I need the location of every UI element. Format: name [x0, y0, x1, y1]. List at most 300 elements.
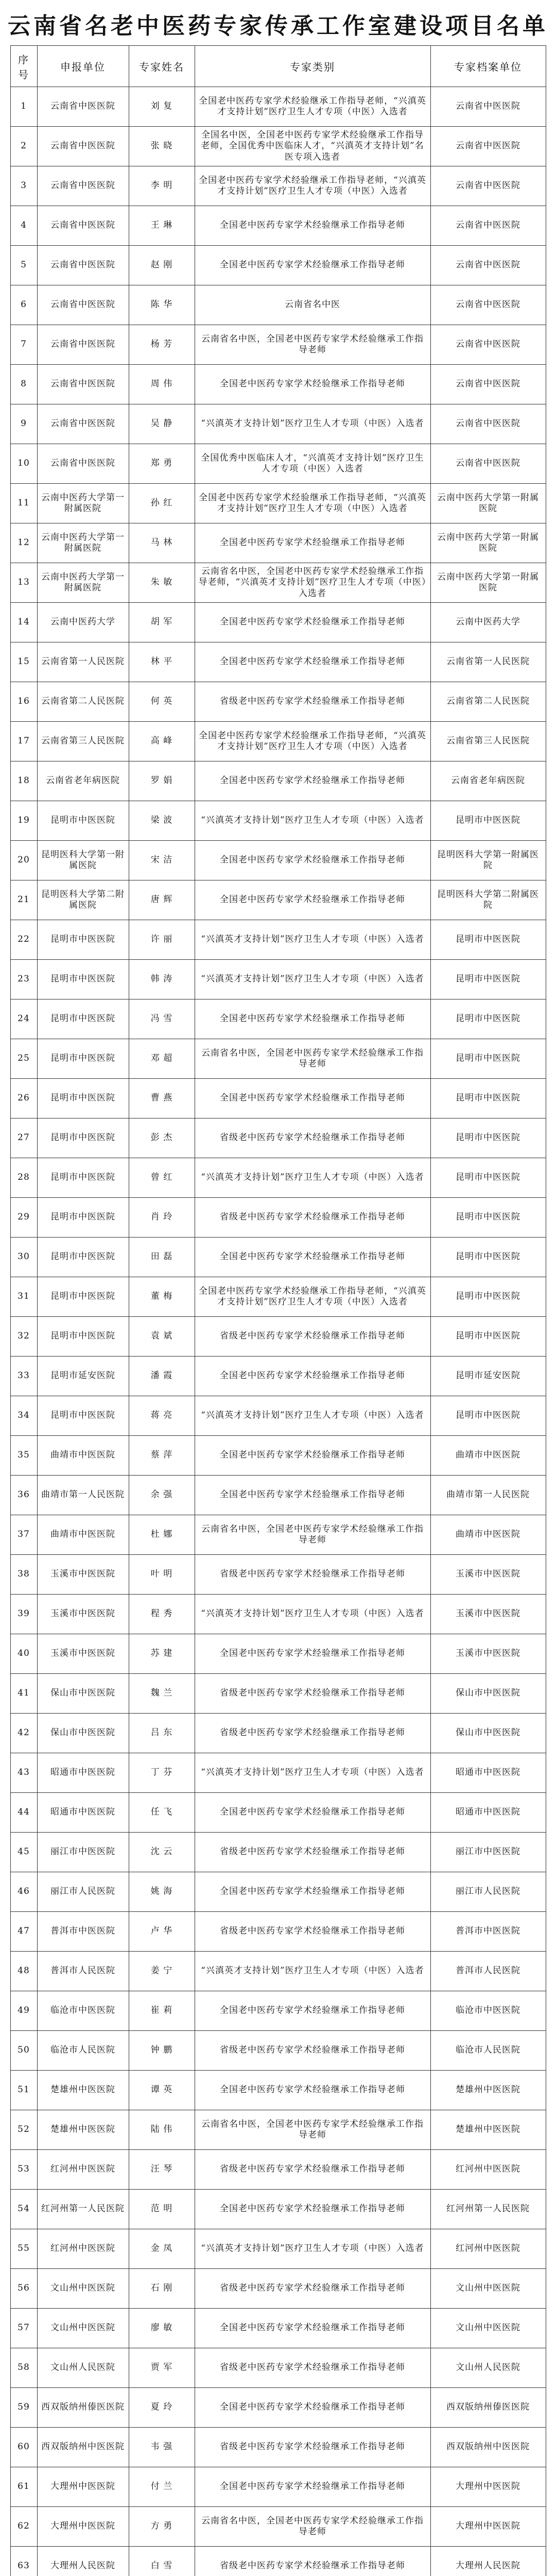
cell-expert-name: 魏 兰	[129, 1674, 195, 1714]
cell-expert-name: 汪 琴	[129, 2150, 195, 2190]
table-header	[10, 46, 546, 87]
cell-expert-name: 冯 雪	[129, 999, 195, 1039]
cell-expert-category: 省级老中医药专家学术经验继承工作指导老师	[195, 2428, 430, 2467]
table-row	[10, 1277, 546, 1317]
cell-expert-name: 苏 建	[129, 1634, 195, 1674]
cell-applicant-unit: 大理州中医医院	[37, 2467, 129, 2507]
cell-expert-category: 全国老中医药专家学术经验继承工作指导老师	[195, 1793, 430, 1833]
header-expert-category: 专家类别	[195, 46, 430, 87]
cell-host-unit: 玉溪市中医医院	[430, 1634, 546, 1674]
cell-expert-name: 石 刚	[129, 2269, 195, 2309]
cell-index: 63	[10, 2547, 37, 2576]
cell-expert-name: 何 英	[129, 682, 195, 722]
table-row	[10, 642, 546, 682]
cell-applicant-unit: 昆明市中医医院	[37, 920, 129, 960]
cell-index: 5	[10, 246, 37, 285]
cell-applicant-unit: 昆明医科大学第一附属医院	[37, 841, 129, 880]
cell-index: 21	[10, 880, 37, 920]
cell-expert-name: 廖 敏	[129, 2309, 195, 2348]
cell-applicant-unit: 大理州中医医院	[37, 2507, 129, 2547]
cell-index: 13	[10, 563, 37, 603]
cell-host-unit: 云南省中医医院	[430, 444, 546, 484]
cell-index: 41	[10, 1674, 37, 1714]
table-row	[10, 2110, 546, 2150]
cell-host-unit: 云南省老年病医院	[430, 761, 546, 801]
cell-applicant-unit: 云南省中医医院	[37, 166, 129, 206]
cell-index: 54	[10, 2190, 37, 2229]
cell-expert-category: 全国老中医药专家学术经验继承工作指导老师，“兴滇英才支持计划”医疗卫生人才专项（中医）入选者	[195, 484, 430, 523]
cell-applicant-unit: 云南中医药大学	[37, 603, 129, 642]
cell-index: 8	[10, 365, 37, 404]
cell-index: 27	[10, 1118, 37, 1158]
table-row	[10, 166, 546, 206]
cell-index: 28	[10, 1158, 37, 1198]
cell-index: 60	[10, 2428, 37, 2467]
cell-expert-name: 夏 玲	[129, 2388, 195, 2428]
cell-host-unit: 保山市中医医院	[430, 1714, 546, 1753]
cell-applicant-unit: 云南省中医医院	[37, 87, 129, 127]
cell-host-unit: 丽江市中医医院	[430, 1833, 546, 1872]
cell-index: 43	[10, 1753, 37, 1793]
table-row	[10, 2309, 546, 2348]
cell-host-unit: 西双版纳州傣医医院	[430, 2388, 546, 2428]
cell-applicant-unit: 曲靖市第一人民医院	[37, 1476, 129, 1515]
cell-expert-name: 蒋 亮	[129, 1396, 195, 1436]
cell-host-unit: 红河州中医医院	[430, 2150, 546, 2190]
cell-index: 61	[10, 2467, 37, 2507]
table-row	[10, 1912, 546, 1952]
cell-index: 20	[10, 841, 37, 880]
table-row	[10, 1198, 546, 1238]
cell-expert-category: 省级老中医药专家学术经验继承工作指导老师	[195, 2031, 430, 2071]
cell-applicant-unit: 云南省中医医院	[37, 404, 129, 444]
table-row	[10, 1952, 546, 1991]
cell-expert-name: 刘 复	[129, 87, 195, 127]
cell-index: 18	[10, 761, 37, 801]
table-row	[10, 960, 546, 999]
cell-index: 46	[10, 1872, 37, 1912]
table-row	[10, 1238, 546, 1277]
cell-applicant-unit: 云南省中医医院	[37, 365, 129, 404]
cell-index: 9	[10, 404, 37, 444]
cell-expert-name: 钟 鹏	[129, 2031, 195, 2071]
table-row	[10, 1833, 546, 1872]
cell-expert-category: “兴滇英才支持计划”医疗卫生人才专项（中医）入选者	[195, 801, 430, 841]
cell-host-unit: 昆明市中医医院	[430, 1158, 546, 1198]
cell-expert-category: “兴滇英才支持计划”医疗卫生人才专项（中医）入选者	[195, 1158, 430, 1198]
cell-applicant-unit: 云南省老年病医院	[37, 761, 129, 801]
table-row	[10, 2071, 546, 2110]
table-row	[10, 2547, 546, 2576]
cell-expert-category: 云南省名中医，全国老中医药专家学术经验继承工作指导老师	[195, 2507, 430, 2547]
cell-expert-category: “兴滇英才支持计划”医疗卫生人才专项（中医）入选者	[195, 960, 430, 999]
cell-applicant-unit: 昆明市延安医院	[37, 1357, 129, 1396]
cell-host-unit: 云南中医药大学第一附属医院	[430, 484, 546, 523]
cell-expert-category: 全国老中医药专家学术经验继承工作指导老师	[195, 1436, 430, 1476]
cell-expert-name: 卢 华	[129, 1912, 195, 1952]
cell-expert-name: 胡 军	[129, 603, 195, 642]
cell-expert-name: 余 强	[129, 1476, 195, 1515]
cell-host-unit: 大理州中医医院	[430, 2507, 546, 2547]
cell-applicant-unit: 云南省第三人民医院	[37, 722, 129, 761]
table-row	[10, 2150, 546, 2190]
cell-expert-category: 全国老中医药专家学术经验继承工作指导老师	[195, 603, 430, 642]
cell-expert-category: 全国老中医药专家学术经验继承工作指导老师	[195, 2071, 430, 2110]
cell-expert-name: 宋 洁	[129, 841, 195, 880]
cell-expert-category: “兴滇英才支持计划”医疗卫生人才专项（中医）入选者	[195, 1595, 430, 1634]
table-row	[10, 1317, 546, 1357]
cell-applicant-unit: 红河州中医医院	[37, 2229, 129, 2269]
table-row	[10, 2507, 546, 2547]
cell-expert-category: 省级老中医药专家学术经验继承工作指导老师	[195, 1912, 430, 1952]
cell-expert-name: 韦 强	[129, 2428, 195, 2467]
cell-index: 29	[10, 1198, 37, 1238]
cell-applicant-unit: 云南省中医医院	[37, 325, 129, 365]
cell-index: 24	[10, 999, 37, 1039]
cell-expert-category: 全国老中医药专家学术经验继承工作指导老师，“兴滇英才支持计划”医疗卫生人才专项（中医）入选者	[195, 1277, 430, 1317]
table-row	[10, 682, 546, 722]
cell-expert-name: 罗 娟	[129, 761, 195, 801]
table-row	[10, 1396, 546, 1436]
cell-expert-name: 曾 红	[129, 1158, 195, 1198]
table-row	[10, 404, 546, 444]
cell-expert-name: 林 平	[129, 642, 195, 682]
cell-applicant-unit: 西双版纳州傣医医院	[37, 2388, 129, 2428]
cell-expert-category: 云南省名中医，全国老中医药专家学术经验继承工作指导老师	[195, 325, 430, 365]
cell-host-unit: 云南省第三人民医院	[430, 722, 546, 761]
cell-index: 3	[10, 166, 37, 206]
cell-index: 22	[10, 920, 37, 960]
table-row	[10, 1674, 546, 1714]
cell-applicant-unit: 昆明市中医医院	[37, 960, 129, 999]
cell-expert-name: 田 磊	[129, 1238, 195, 1277]
cell-index: 31	[10, 1277, 37, 1317]
cell-expert-category: 全国老中医药专家学术经验继承工作指导老师	[195, 206, 430, 246]
cell-applicant-unit: 丽江市人民医院	[37, 1872, 129, 1912]
cell-host-unit: 云南省第一人民医院	[430, 642, 546, 682]
cell-expert-category: 全国老中医药专家学术经验继承工作指导老师	[195, 523, 430, 563]
cell-host-unit: 云南中医药大学	[430, 603, 546, 642]
cell-index: 57	[10, 2309, 37, 2348]
cell-applicant-unit: 红河州中医医院	[37, 2150, 129, 2190]
cell-applicant-unit: 昆明市中医医院	[37, 801, 129, 841]
cell-index: 39	[10, 1595, 37, 1634]
table-row	[10, 761, 546, 801]
cell-expert-name: 陈 华	[129, 285, 195, 325]
cell-host-unit: 昆明医科大学第二附属医院	[430, 880, 546, 920]
cell-expert-name: 王 琳	[129, 206, 195, 246]
cell-index: 49	[10, 1991, 37, 2031]
cell-applicant-unit: 昆明市中医医院	[37, 1198, 129, 1238]
cell-index: 10	[10, 444, 37, 484]
cell-index: 56	[10, 2269, 37, 2309]
table-row	[10, 1753, 546, 1793]
cell-expert-category: 省级老中医药专家学术经验继承工作指导老师	[195, 1198, 430, 1238]
cell-applicant-unit: 昆明市中医医院	[37, 1158, 129, 1198]
table-row	[10, 1039, 546, 1079]
cell-applicant-unit: 云南中医药大学第一附属医院	[37, 523, 129, 563]
cell-expert-category: “兴滇英才支持计划”医疗卫生人才专项（中医）入选者	[195, 1396, 430, 1436]
table-row	[10, 1357, 546, 1396]
header-index: 序号	[10, 46, 37, 87]
header-applicant-unit: 申报单位	[37, 46, 129, 87]
cell-index: 2	[10, 127, 37, 166]
table-row	[10, 801, 546, 841]
cell-expert-name: 杨 芳	[129, 325, 195, 365]
cell-expert-category: 省级老中医药专家学术经验继承工作指导老师	[195, 2348, 430, 2388]
table-row	[10, 2229, 546, 2269]
cell-expert-category: 全国老中医药专家学术经验继承工作指导老师	[195, 2388, 430, 2428]
table-row	[10, 1793, 546, 1833]
cell-expert-name: 孙 红	[129, 484, 195, 523]
table-row	[10, 841, 546, 880]
cell-host-unit: 昆明市中医医院	[430, 1277, 546, 1317]
cell-expert-category: 省级老中医药专家学术经验继承工作指导老师	[195, 2150, 430, 2190]
table-row	[10, 1079, 546, 1118]
cell-expert-category: 全国老中医药专家学术经验继承工作指导老师	[195, 1357, 430, 1396]
cell-expert-category: 全国老中医药专家学术经验继承工作指导老师	[195, 246, 430, 285]
header-expert-name: 专家姓名	[129, 46, 195, 87]
cell-index: 37	[10, 1515, 37, 1555]
cell-host-unit: 楚雄州中医医院	[430, 2110, 546, 2150]
table-row	[10, 1634, 546, 1674]
cell-host-unit: 文山州中医医院	[430, 2309, 546, 2348]
project-list-table	[10, 45, 546, 2576]
table-row	[10, 1714, 546, 1753]
cell-expert-category: 全国老中医药专家学术经验继承工作指导老师	[195, 2467, 430, 2507]
cell-host-unit: 普洱市中医医院	[430, 1912, 546, 1952]
cell-index: 15	[10, 642, 37, 682]
cell-expert-name: 董 梅	[129, 1277, 195, 1317]
cell-applicant-unit: 楚雄州中医医院	[37, 2110, 129, 2150]
cell-expert-name: 李 明	[129, 166, 195, 206]
cell-expert-category: 全国名中医，全国老中医药专家学术经验继承工作指导老师，全国优秀中医临床人才，“兴滇英才支持计划”名医专项入选者	[195, 127, 430, 166]
cell-applicant-unit: 文山州中医医院	[37, 2309, 129, 2348]
cell-applicant-unit: 昭通市中医医院	[37, 1753, 129, 1793]
cell-host-unit: 昆明市中医医院	[430, 1079, 546, 1118]
cell-expert-category: 全国老中医药专家学术经验继承工作指导老师	[195, 2309, 430, 2348]
cell-host-unit: 昆明市中医医院	[430, 960, 546, 999]
cell-expert-name: 唐 辉	[129, 880, 195, 920]
cell-host-unit: 玉溪市中医医院	[430, 1555, 546, 1595]
cell-host-unit: 昆明医科大学第一附属医院	[430, 841, 546, 880]
cell-host-unit: 云南省第二人民医院	[430, 682, 546, 722]
cell-expert-category: 省级老中医药专家学术经验继承工作指导老师	[195, 1674, 430, 1714]
cell-index: 48	[10, 1952, 37, 1991]
cell-applicant-unit: 保山市中医医院	[37, 1714, 129, 1753]
cell-index: 16	[10, 682, 37, 722]
cell-applicant-unit: 普洱市中医医院	[37, 1912, 129, 1952]
cell-expert-name: 白 雪	[129, 2547, 195, 2576]
table-row	[10, 87, 546, 127]
table-row	[10, 880, 546, 920]
cell-expert-name: 任 飞	[129, 1793, 195, 1833]
cell-index: 33	[10, 1357, 37, 1396]
cell-host-unit: 玉溪市中医医院	[430, 1595, 546, 1634]
cell-expert-category: 全国老中医药专家学术经验继承工作指导老师	[195, 761, 430, 801]
table-row	[10, 1991, 546, 2031]
table-row	[10, 999, 546, 1039]
cell-applicant-unit: 云南省中医医院	[37, 285, 129, 325]
cell-expert-name: 高 峰	[129, 722, 195, 761]
cell-expert-category: 省级老中医药专家学术经验继承工作指导老师	[195, 2269, 430, 2309]
cell-index: 19	[10, 801, 37, 841]
cell-expert-name: 马 林	[129, 523, 195, 563]
cell-index: 34	[10, 1396, 37, 1436]
cell-expert-category: 省级老中医药专家学术经验继承工作指导老师	[195, 682, 430, 722]
table-row	[10, 2269, 546, 2309]
table-row	[10, 2428, 546, 2467]
cell-expert-category: 全国老中医药专家学术经验继承工作指导老师	[195, 2190, 430, 2229]
cell-host-unit: 西双版纳州中医医院	[430, 2428, 546, 2467]
cell-expert-category: 全国老中医药专家学术经验继承工作指导老师	[195, 365, 430, 404]
cell-index: 35	[10, 1436, 37, 1476]
cell-expert-name: 付 兰	[129, 2467, 195, 2507]
cell-expert-name: 郑 勇	[129, 444, 195, 484]
cell-expert-category: 省级老中医药专家学术经验继承工作指导老师	[195, 1118, 430, 1158]
cell-host-unit: 楚雄州中医医院	[430, 2071, 546, 2110]
cell-expert-category: 全国老中医药专家学术经验继承工作指导老师	[195, 1476, 430, 1515]
cell-applicant-unit: 云南省中医医院	[37, 127, 129, 166]
cell-expert-name: 方 勇	[129, 2507, 195, 2547]
cell-index: 58	[10, 2348, 37, 2388]
cell-expert-category: 省级老中医药专家学术经验继承工作指导老师	[195, 2547, 430, 2576]
table-row	[10, 523, 546, 563]
cell-expert-category: 全国老中医药专家学术经验继承工作指导老师	[195, 1991, 430, 2031]
table-row	[10, 1872, 546, 1912]
cell-index: 42	[10, 1714, 37, 1753]
cell-applicant-unit: 临沧市人民医院	[37, 2031, 129, 2071]
cell-index: 45	[10, 1833, 37, 1872]
cell-expert-category: 省级老中医药专家学术经验继承工作指导老师	[195, 1714, 430, 1753]
cell-expert-category: 全国老中医药专家学术经验继承工作指导老师	[195, 642, 430, 682]
cell-expert-category: 全国老中医药专家学术经验继承工作指导老师，“兴滇英才支持计划”医疗卫生人才专项（中医）入选者	[195, 722, 430, 761]
cell-host-unit: 云南省中医医院	[430, 365, 546, 404]
table-row	[10, 1158, 546, 1198]
cell-expert-category: 省级老中医药专家学术经验继承工作指导老师	[195, 1555, 430, 1595]
cell-expert-name: 许 丽	[129, 920, 195, 960]
cell-host-unit: 昆明市中医医院	[430, 1238, 546, 1277]
table-row	[10, 1436, 546, 1476]
cell-index: 36	[10, 1476, 37, 1515]
cell-host-unit: 大理州中医医院	[430, 2467, 546, 2507]
cell-index: 23	[10, 960, 37, 999]
cell-expert-name: 杜 娜	[129, 1515, 195, 1555]
cell-applicant-unit: 玉溪市中医医院	[37, 1555, 129, 1595]
cell-host-unit: 云南省中医医院	[430, 206, 546, 246]
cell-expert-name: 梁 波	[129, 801, 195, 841]
cell-applicant-unit: 曲靖市中医医院	[37, 1436, 129, 1476]
cell-expert-category: “兴滇英才支持计划”医疗卫生人才专项（中医）入选者	[195, 404, 430, 444]
cell-index: 47	[10, 1912, 37, 1952]
cell-host-unit: 云南省中医医院	[430, 246, 546, 285]
cell-host-unit: 昆明市中医医院	[430, 801, 546, 841]
cell-host-unit: 云南省中医医院	[430, 325, 546, 365]
cell-applicant-unit: 保山市中医医院	[37, 1674, 129, 1714]
cell-expert-category: 云南省名中医，全国老中医药专家学术经验继承工作指导老师，“兴滇英才支持计划”医疗卫生人才专项（中医）入选者	[195, 563, 430, 603]
cell-applicant-unit: 大理州人民医院	[37, 2547, 129, 2576]
cell-index: 1	[10, 87, 37, 127]
cell-index: 55	[10, 2229, 37, 2269]
table-row	[10, 603, 546, 642]
cell-host-unit: 云南省中医医院	[430, 285, 546, 325]
cell-expert-category: “兴滇英才支持计划”医疗卫生人才专项（中医）入选者	[195, 1753, 430, 1793]
cell-applicant-unit: 云南省第一人民医院	[37, 642, 129, 682]
table-row	[10, 2388, 546, 2428]
cell-applicant-unit: 楚雄州中医医院	[37, 2071, 129, 2110]
cell-expert-name: 丁 芬	[129, 1753, 195, 1793]
cell-applicant-unit: 普洱市人民医院	[37, 1952, 129, 1991]
cell-applicant-unit: 云南省中医医院	[37, 444, 129, 484]
cell-index: 6	[10, 285, 37, 325]
cell-applicant-unit: 昭通市中医医院	[37, 1793, 129, 1833]
table-row	[10, 1476, 546, 1515]
cell-host-unit: 云南省中医医院	[430, 166, 546, 206]
cell-host-unit: 云南省中医医院	[430, 127, 546, 166]
table-row	[10, 920, 546, 960]
cell-applicant-unit: 昆明市中医医院	[37, 1396, 129, 1436]
cell-expert-name: 肖 玲	[129, 1198, 195, 1238]
table-row	[10, 246, 546, 285]
cell-expert-category: “兴滇英才支持计划”医疗卫生人才专项（中医）入选者	[195, 1952, 430, 1991]
cell-expert-name: 贾 军	[129, 2348, 195, 2388]
document-title: 云南省名老中医药专家传承工作室建设项目名单	[8, 13, 548, 39]
cell-expert-category: 全国老中医药专家学术经验继承工作指导老师，“兴滇英才支持计划”医疗卫生人才专项（中医）入选者	[195, 166, 430, 206]
cell-expert-category: “兴滇英才支持计划”医疗卫生人才专项（中医）入选者	[195, 2229, 430, 2269]
cell-host-unit: 普洱市人民医院	[430, 1952, 546, 1991]
table-row	[10, 1118, 546, 1158]
table-row	[10, 365, 546, 404]
cell-applicant-unit: 昆明市中医医院	[37, 1118, 129, 1158]
cell-expert-category: “兴滇英才支持计划”医疗卫生人才专项（中医）入选者	[195, 920, 430, 960]
cell-index: 59	[10, 2388, 37, 2428]
cell-applicant-unit: 红河州第一人民医院	[37, 2190, 129, 2229]
cell-expert-name: 韩 涛	[129, 960, 195, 999]
cell-index: 52	[10, 2110, 37, 2150]
cell-expert-name: 叶 明	[129, 1555, 195, 1595]
header-host-unit: 专家档案单位	[430, 46, 546, 87]
cell-applicant-unit: 昆明市中医医院	[37, 1238, 129, 1277]
cell-expert-name: 曹 燕	[129, 1079, 195, 1118]
cell-host-unit: 昭通市中医医院	[430, 1753, 546, 1793]
table-row	[10, 206, 546, 246]
cell-host-unit: 昭通市中医医院	[430, 1793, 546, 1833]
table-row	[10, 444, 546, 484]
cell-applicant-unit: 昆明医科大学第二附属医院	[37, 880, 129, 920]
cell-expert-name: 潘 霞	[129, 1357, 195, 1396]
cell-host-unit: 昆明市中医医院	[430, 1039, 546, 1079]
cell-expert-name: 赵 刚	[129, 246, 195, 285]
cell-applicant-unit: 西双版纳州中医医院	[37, 2428, 129, 2467]
table-body	[10, 87, 546, 2576]
cell-expert-category: 云南省名中医，全国老中医药专家学术经验继承工作指导老师	[195, 1515, 430, 1555]
cell-expert-name: 周 伟	[129, 365, 195, 404]
cell-expert-name: 吴 静	[129, 404, 195, 444]
cell-applicant-unit: 云南省第二人民医院	[37, 682, 129, 722]
cell-expert-category: 云南省名中医，全国老中医药专家学术经验继承工作指导老师	[195, 2110, 430, 2150]
cell-index: 51	[10, 2071, 37, 2110]
cell-expert-category: 省级老中医药专家学术经验继承工作指导老师	[195, 1833, 430, 1872]
cell-host-unit: 昆明市中医医院	[430, 1317, 546, 1357]
cell-host-unit: 文山州人民医院	[430, 2348, 546, 2388]
table-row	[10, 285, 546, 325]
table-row	[10, 1555, 546, 1595]
cell-expert-category: 全国老中医药专家学术经验继承工作指导老师	[195, 1634, 430, 1674]
cell-expert-name: 蔡 萍	[129, 1436, 195, 1476]
cell-expert-name: 姜 宁	[129, 1952, 195, 1991]
cell-index: 7	[10, 325, 37, 365]
cell-applicant-unit: 文山州人民医院	[37, 2348, 129, 2388]
